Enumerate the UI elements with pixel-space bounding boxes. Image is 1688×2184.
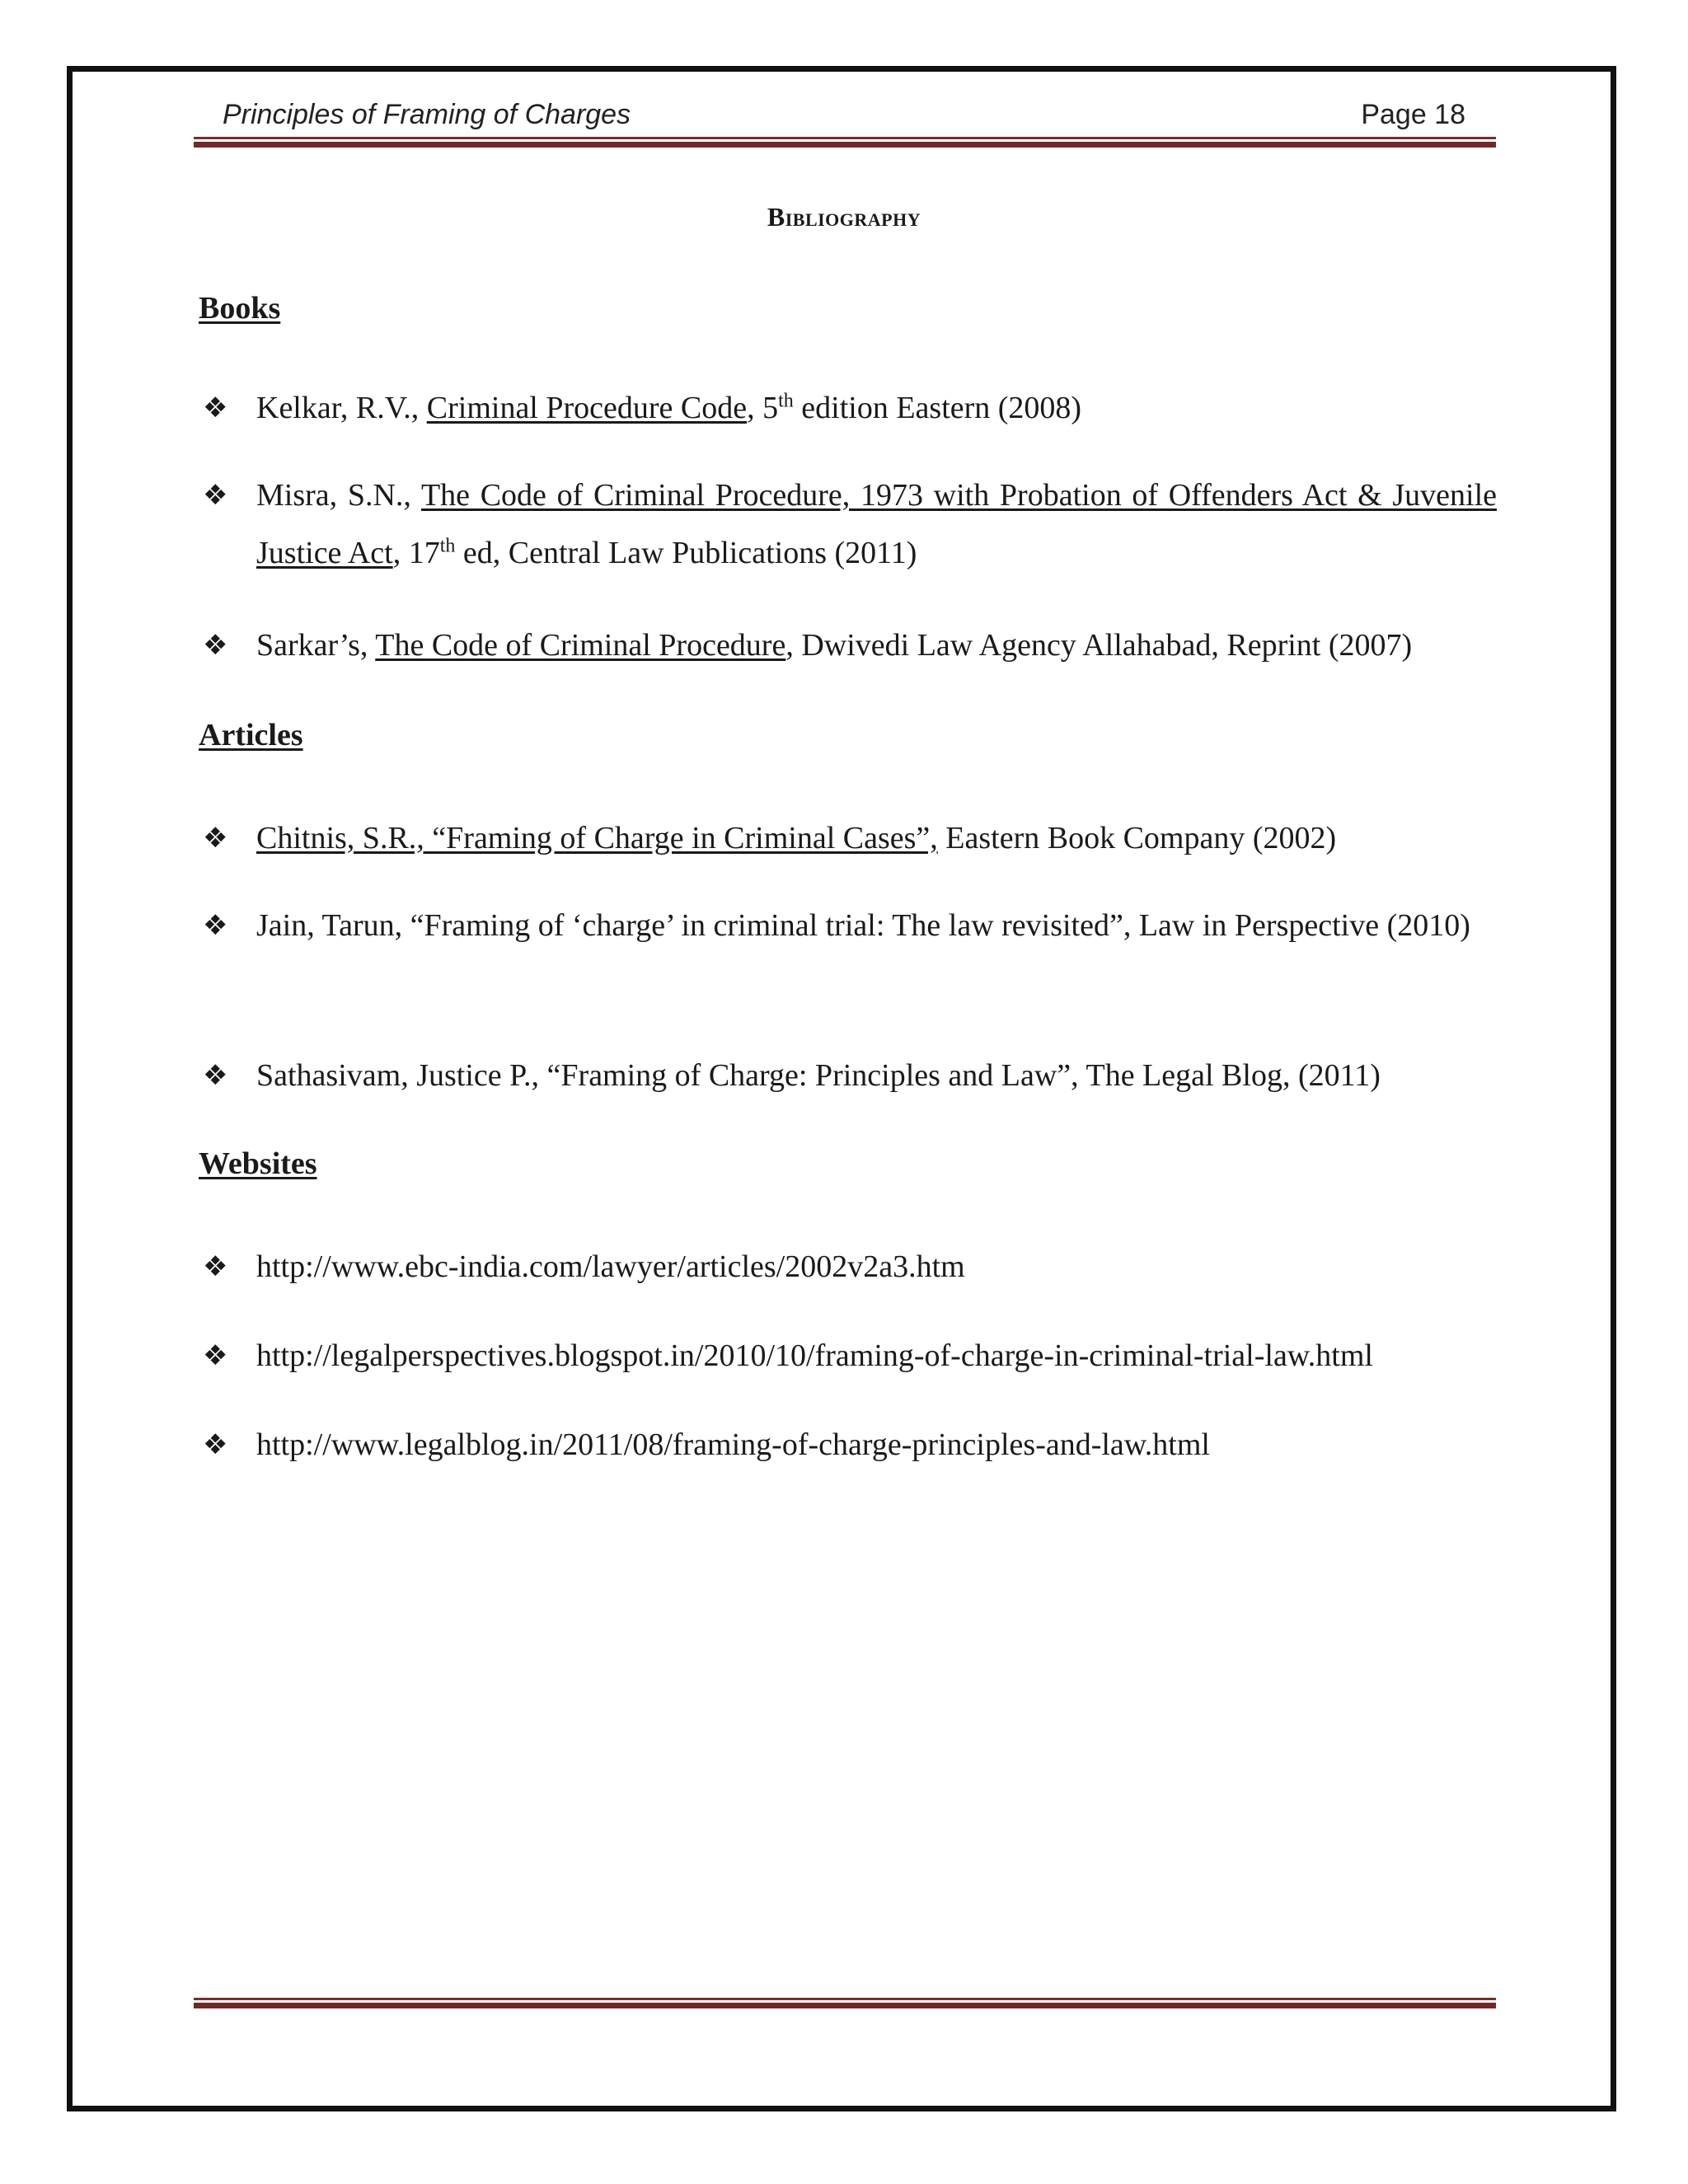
book-title: The Code of Criminal Procedure, 1973 with Probation of Offenders Act & Juvenile Justice Act bbox=[256, 478, 1498, 570]
list-item bbox=[203, 1238, 1497, 1296]
bullet-icon: ❖ bbox=[203, 822, 228, 855]
bullet-icon: ❖ bbox=[203, 1059, 228, 1092]
bullet-icon: ❖ bbox=[203, 391, 228, 424]
page-header bbox=[221, 97, 1465, 138]
bullet-icon: ❖ bbox=[203, 629, 228, 662]
bullet-icon: ❖ bbox=[203, 479, 228, 512]
header-rule bbox=[194, 137, 1496, 148]
bullet-icon: ❖ bbox=[203, 1339, 228, 1372]
book-title: The Code of Criminal Procedure bbox=[375, 628, 786, 663]
article-citation: Jain, Tarun, “Framing of ‘charge’ in criminal trial: The law revisited”, Law in Perspective (2010) bbox=[256, 908, 1470, 943]
book-author: Kelkar, R.V., bbox=[256, 391, 427, 425]
article-citation: Sathasivam, Justice P., “Framing of Charge: Principles and Law”, The Legal Blog, (2011) bbox=[256, 1058, 1381, 1093]
section-books: Books bbox=[199, 291, 281, 326]
article-citation: Chitnis, S.R., “Framing of Charge in Criminal Cases”, bbox=[256, 821, 938, 855]
website-url: http://www.legalblog.in/2011/08/framing-of-charge-principles-and-law.html bbox=[256, 1427, 1210, 1462]
footer-rule bbox=[194, 1998, 1496, 2008]
website-url: http://legalperspectives.blogspot.in/2010/10/framing-of-charge-in-criminal-trial-law.html bbox=[256, 1338, 1373, 1373]
bibliography-heading: Bibliography bbox=[767, 202, 921, 232]
list-item bbox=[203, 1047, 1497, 1104]
list-item bbox=[203, 897, 1497, 954]
book-author: Sarkar’s, bbox=[256, 628, 376, 663]
bullet-icon: ❖ bbox=[203, 1250, 228, 1283]
list-item: ❖ Sarkar’s, The Code of Criminal Procedure, Dwivedi Law Agency Allahabad, Reprint (2007) bbox=[203, 616, 1497, 674]
header-title: Principles of Framing of Charges bbox=[223, 99, 631, 130]
list-item bbox=[203, 1416, 1497, 1474]
list-item: ❖ Chitnis, S.R., “Framing of Charge in Criminal Cases”, Eastern Book Company (2002) bbox=[203, 809, 1497, 867]
bullet-icon: ❖ bbox=[203, 909, 228, 942]
list-item bbox=[203, 1327, 1497, 1385]
list-item: ❖ Kelkar, R.V., Criminal Procedure Code, 5th edition Eastern (2008) bbox=[203, 379, 1497, 437]
book-title: Criminal Procedure Code bbox=[426, 391, 748, 425]
page-number: Page 18 bbox=[1361, 99, 1465, 130]
book-author: Misra, S.N., bbox=[256, 478, 421, 513]
section-websites: Websites bbox=[199, 1146, 317, 1181]
section-articles: Articles bbox=[199, 718, 303, 752]
bullet-icon: ❖ bbox=[203, 1428, 228, 1461]
website-url: http://www.ebc-india.com/lawyer/articles/2002v2a3.htm bbox=[256, 1249, 965, 1284]
list-item: ❖ Misra, S.N., The Code of Criminal Procedure, 1973 with Probation of Offenders Act & Juvenile Justice Act, 17th ed, Central Law Publications (2011) bbox=[203, 466, 1497, 582]
